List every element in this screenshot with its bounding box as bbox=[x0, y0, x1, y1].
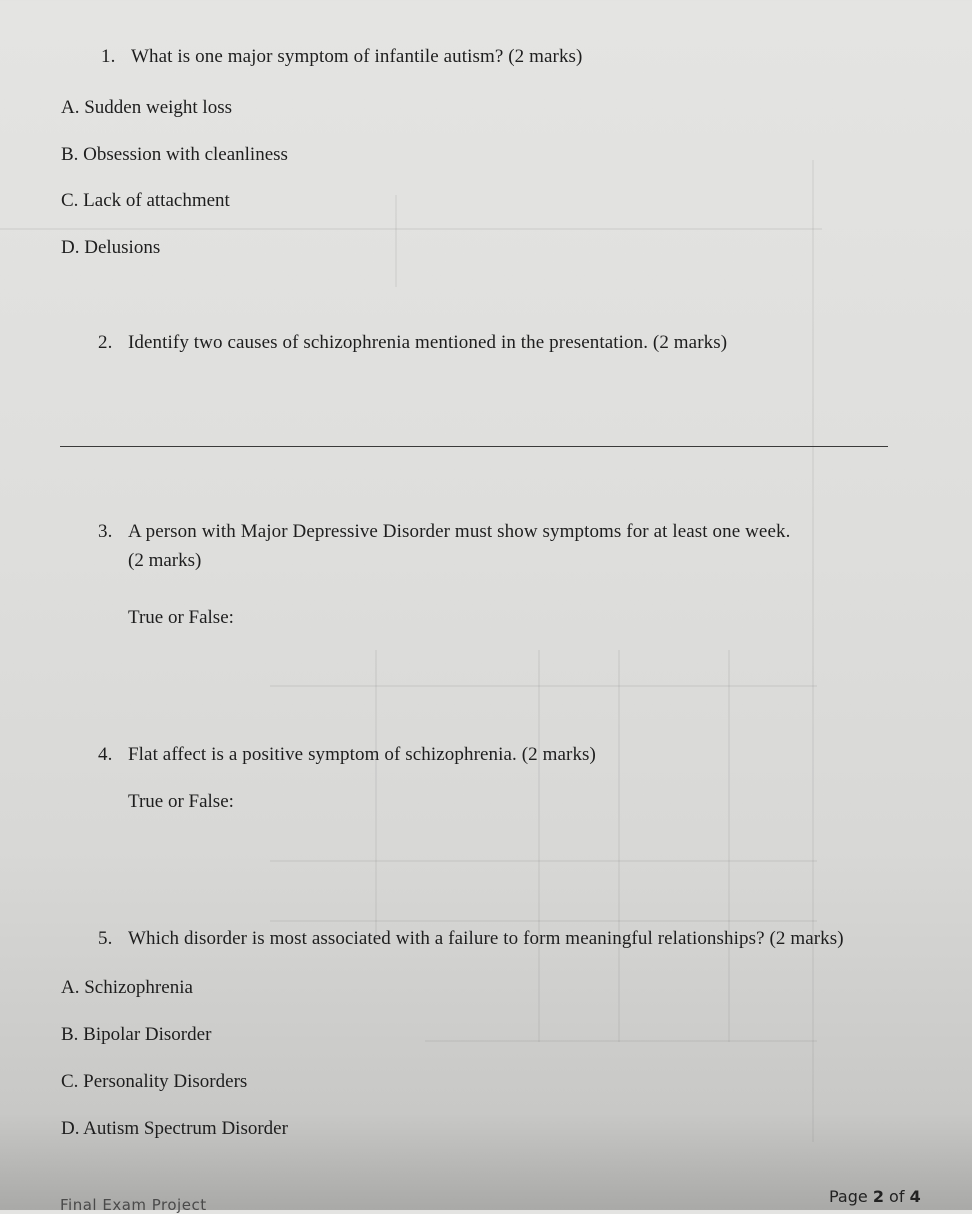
question-number: 2. bbox=[98, 332, 113, 353]
show-through-line bbox=[270, 685, 817, 687]
option-1a: A. Sudden weight loss bbox=[61, 97, 232, 118]
true-false-prompt-4: True or False: bbox=[128, 791, 234, 812]
question-2 bbox=[98, 332, 727, 354]
show-through-line bbox=[425, 1040, 817, 1042]
footer-title: Final Exam Project bbox=[60, 1196, 207, 1214]
show-through-line bbox=[618, 650, 620, 1042]
option-5a: A. Schizophrenia bbox=[61, 977, 193, 998]
show-through-line bbox=[0, 228, 822, 230]
option-1b: B. Obsession with cleanliness bbox=[61, 144, 288, 165]
page-middle: of bbox=[883, 1187, 910, 1206]
question-text: Identify two causes of schizophrenia mentioned in the presentation. (2 marks) bbox=[128, 332, 728, 353]
option-5b: B. Bipolar Disorder bbox=[61, 1024, 212, 1045]
show-through-line bbox=[270, 920, 817, 922]
question-4 bbox=[98, 744, 596, 766]
question-text: What is one major symptom of infantile autism? (2 marks) bbox=[131, 46, 583, 67]
question-number: 3. bbox=[98, 521, 113, 542]
true-false-prompt-3: True or False: bbox=[128, 607, 234, 628]
question-3 bbox=[98, 521, 790, 543]
question-number: 4. bbox=[98, 744, 113, 765]
page-prefix: Page bbox=[829, 1187, 873, 1206]
page-current: 2 bbox=[872, 1187, 884, 1206]
option-1c: C. Lack of attachment bbox=[61, 190, 230, 211]
option-5d: D. Autism Spectrum Disorder bbox=[61, 1118, 288, 1139]
question-5 bbox=[98, 928, 844, 950]
page-total: 4 bbox=[909, 1187, 921, 1206]
show-through-line bbox=[395, 195, 397, 287]
show-through-line bbox=[812, 160, 814, 1142]
option-5c: C. Personality Disorders bbox=[61, 1071, 248, 1092]
show-through-line bbox=[270, 860, 817, 862]
question-text: Flat affect is a positive symptom of schizophrenia. (2 marks) bbox=[128, 744, 596, 765]
show-through-line bbox=[375, 650, 377, 942]
answer-line bbox=[60, 446, 888, 447]
page-number bbox=[829, 1187, 921, 1206]
question-text: A person with Major Depressive Disorder must show symptoms for at least one week. bbox=[128, 521, 791, 542]
question-text: Which disorder is most associated with a failure to form meaningful relationships? (2 marks) bbox=[128, 928, 844, 949]
option-1d: D. Delusions bbox=[61, 237, 161, 258]
question-3-marks: (2 marks) bbox=[128, 550, 202, 571]
question-number: 5. bbox=[98, 928, 113, 949]
show-through-line bbox=[728, 650, 730, 1042]
show-through-line bbox=[538, 650, 540, 1042]
question-1 bbox=[101, 46, 582, 68]
question-number: 1. bbox=[101, 46, 116, 67]
